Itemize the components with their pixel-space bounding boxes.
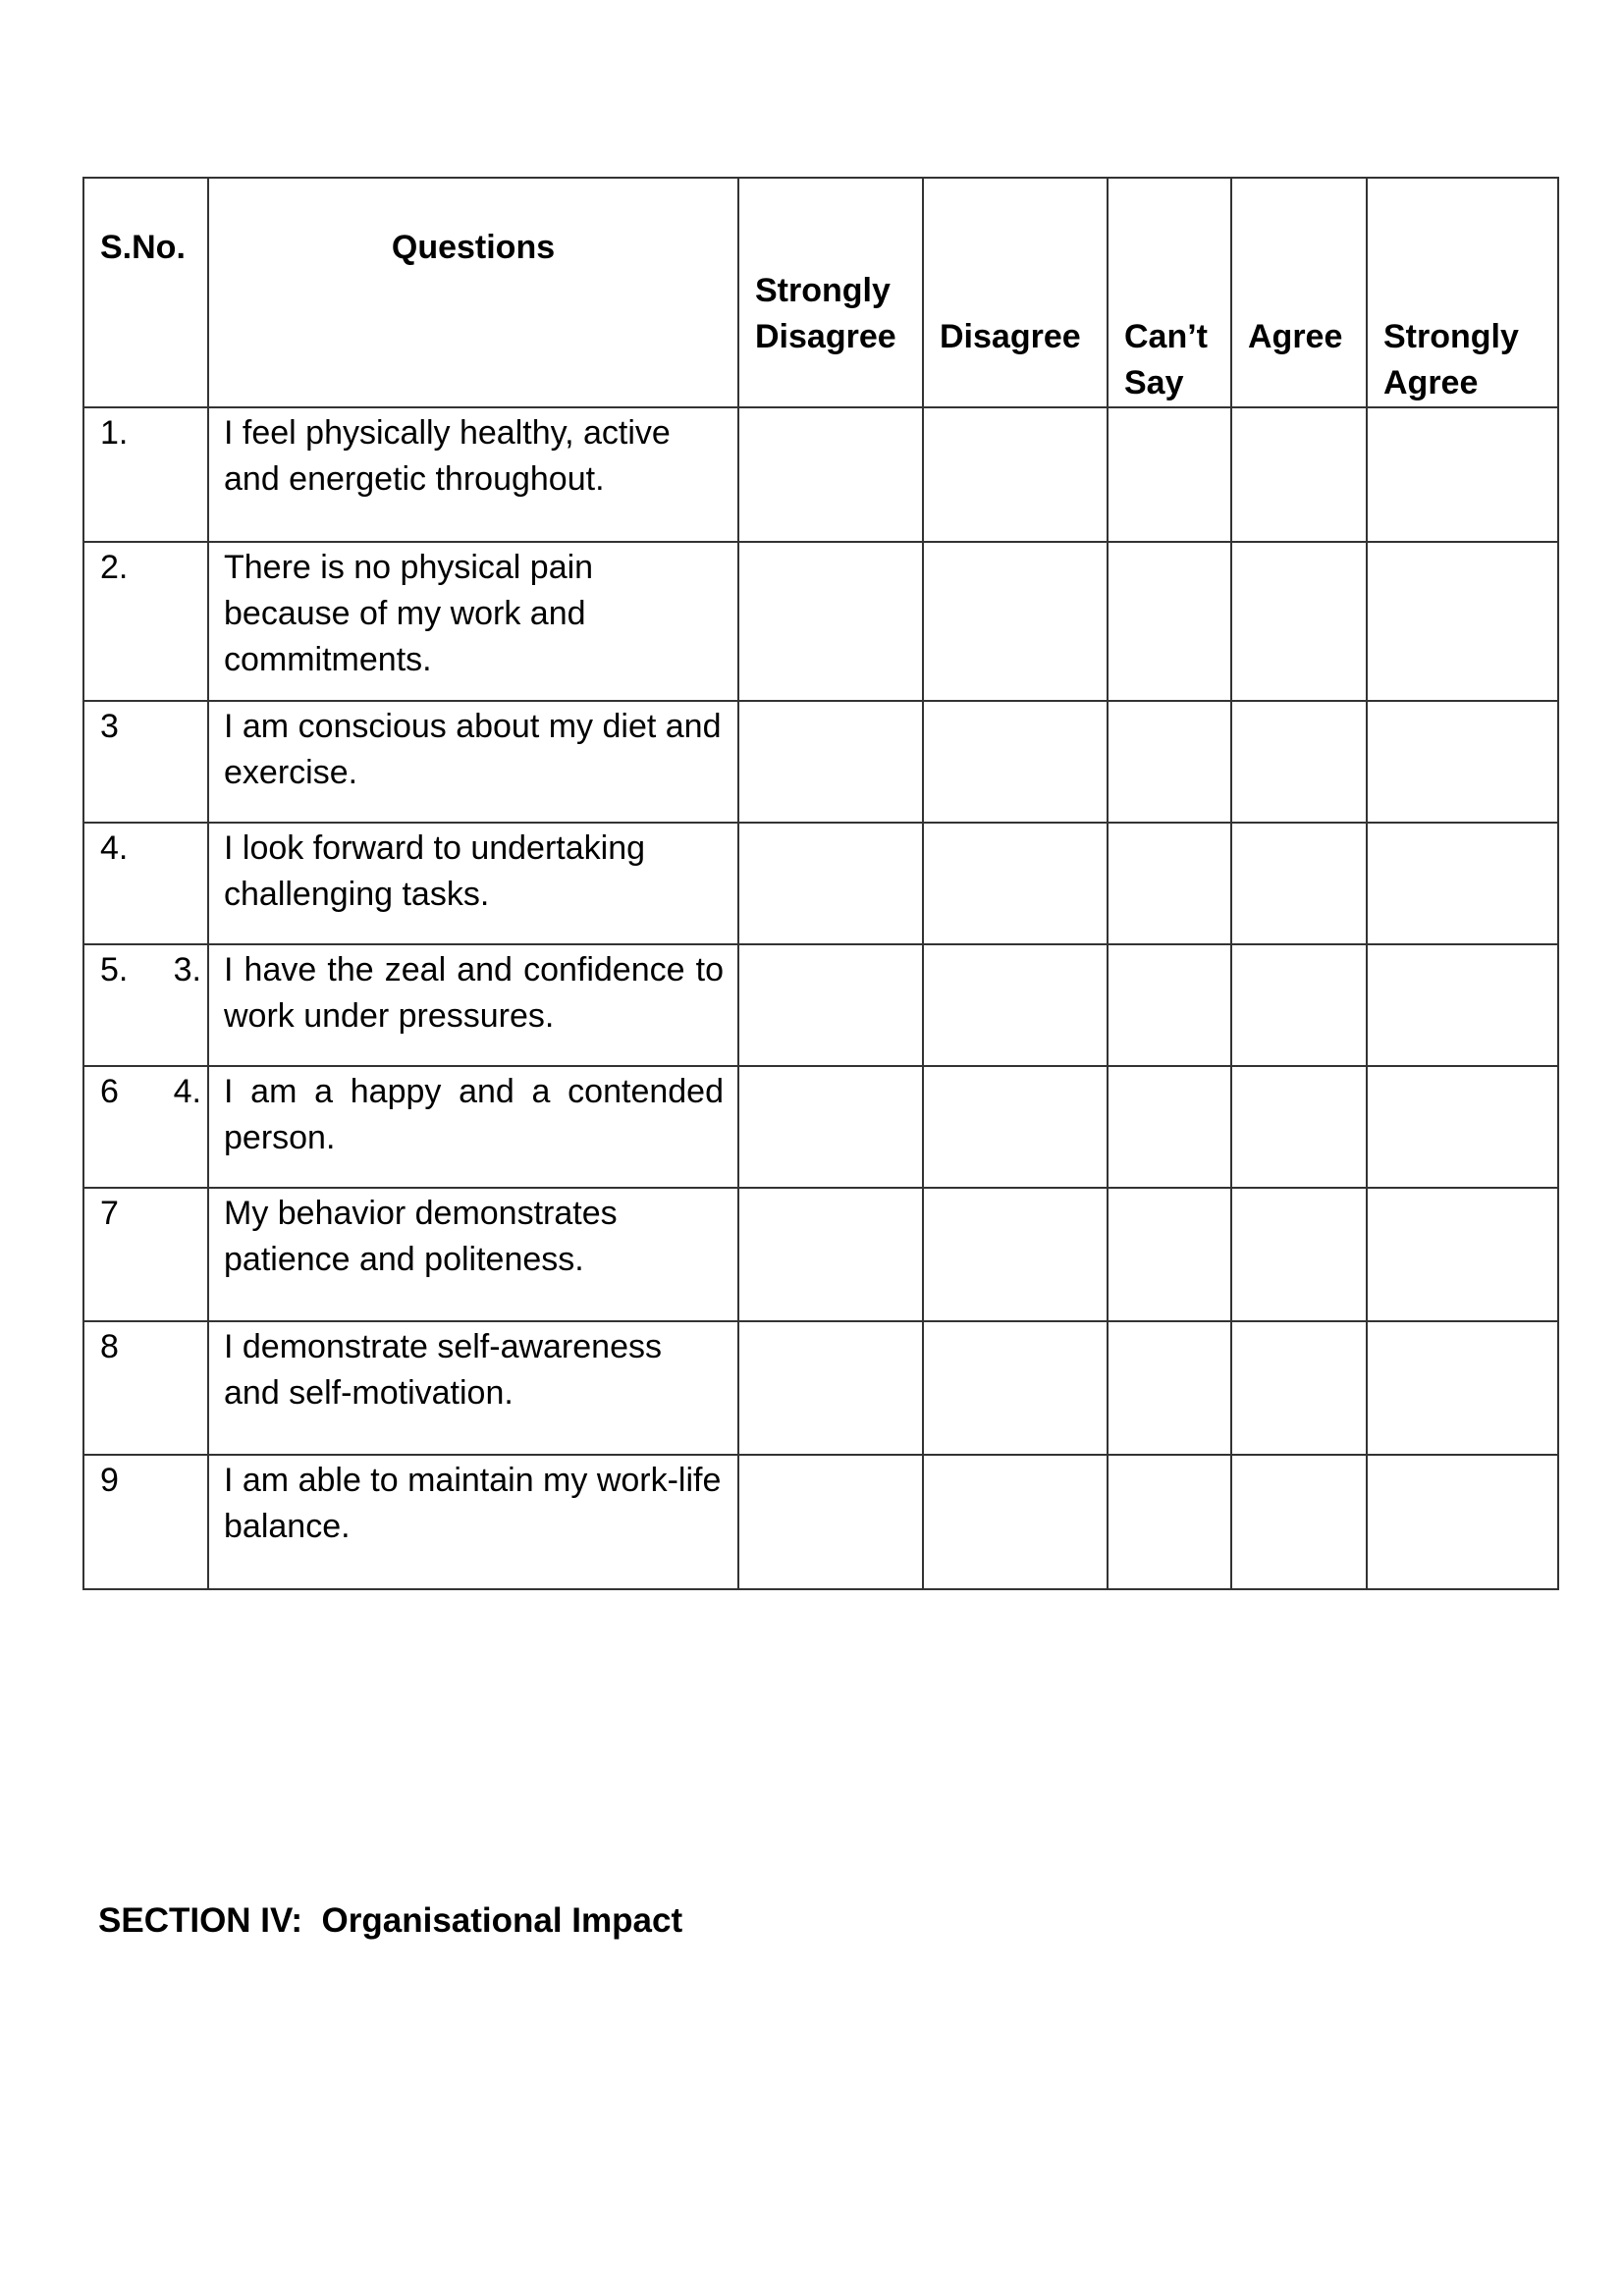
response-cell-cant-say[interactable] <box>1108 1321 1231 1455</box>
response-cell-disagree[interactable] <box>923 407 1108 542</box>
response-cell-disagree[interactable] <box>923 1066 1108 1188</box>
response-cell-disagree[interactable] <box>923 701 1108 823</box>
header-option-line1: Can’t <box>1124 318 1208 355</box>
response-cell-agree[interactable] <box>1231 1188 1367 1321</box>
row-number <box>83 1321 208 1455</box>
header-disagree <box>923 178 1108 407</box>
response-cell-strongly-agree[interactable] <box>1367 1066 1558 1188</box>
header-option-line1: Strongly <box>755 272 891 309</box>
header-option-line2: Agree <box>1383 364 1479 401</box>
header-strongly-agree <box>1367 178 1558 407</box>
response-cell-cant-say[interactable] <box>1108 1066 1231 1188</box>
response-cell-strongly-agree[interactable] <box>1367 407 1558 542</box>
response-cell-cant-say[interactable] <box>1108 407 1231 542</box>
response-cell-agree[interactable] <box>1231 542 1367 701</box>
section-title: SECTION IV: Organisational Impact <box>98 1901 683 1940</box>
question-text: I have the zeal and confidence to work under pressures. <box>208 944 738 1066</box>
response-cell-disagree[interactable] <box>923 1455 1108 1589</box>
survey-table <box>82 177 1559 1590</box>
row-number-label: 5. <box>100 951 129 988</box>
response-cell-agree[interactable] <box>1231 1321 1367 1455</box>
question-text: I am conscious about my diet and exercise. <box>208 701 738 823</box>
table-row <box>83 542 1558 701</box>
row-number <box>83 1455 208 1589</box>
header-strongly-disagree <box>738 178 923 407</box>
question-text: I am a happy and a contended person. <box>208 1066 738 1188</box>
response-cell-cant-say[interactable] <box>1108 823 1231 944</box>
response-cell-disagree[interactable] <box>923 1188 1108 1321</box>
response-cell-strongly-agree[interactable] <box>1367 1188 1558 1321</box>
header-sno: S.No. <box>83 178 208 407</box>
response-cell-agree[interactable] <box>1231 1455 1367 1589</box>
header-option-line1: Strongly <box>1383 318 1519 355</box>
response-cell-disagree[interactable] <box>923 1321 1108 1455</box>
response-cell-cant-say[interactable] <box>1108 1188 1231 1321</box>
row-number <box>83 1188 208 1321</box>
response-cell-strongly-disagree[interactable] <box>738 1066 923 1188</box>
table-row <box>83 701 1558 823</box>
response-cell-strongly-disagree[interactable] <box>738 1188 923 1321</box>
response-cell-strongly-disagree[interactable] <box>738 1455 923 1589</box>
header-option-line2: Say <box>1124 364 1184 401</box>
row-number <box>83 407 208 542</box>
table-row <box>83 1321 1558 1455</box>
row-sub-number: 3. <box>173 951 201 988</box>
row-number-label: 7 <box>100 1195 119 1232</box>
question-text: I look forward to undertaking challenging tasks. <box>208 823 738 944</box>
question-text: I feel physically healthy, active and energetic throughout. <box>208 407 738 542</box>
header-agree <box>1231 178 1367 407</box>
response-cell-strongly-agree[interactable] <box>1367 542 1558 701</box>
header-option-line2: Agree <box>1248 318 1343 355</box>
row-number-label: 2. <box>100 549 129 586</box>
table-row <box>83 1455 1558 1589</box>
table-row <box>83 823 1558 944</box>
response-cell-strongly-disagree[interactable] <box>738 407 923 542</box>
response-cell-disagree[interactable] <box>923 823 1108 944</box>
row-number <box>83 542 208 701</box>
row-number-label: 1. <box>100 414 129 452</box>
header-cant-say <box>1108 178 1231 407</box>
row-number <box>83 944 208 1066</box>
response-cell-cant-say[interactable] <box>1108 542 1231 701</box>
header-questions: Questions <box>208 178 738 407</box>
row-number-label: 9 <box>100 1462 119 1499</box>
response-cell-strongly-disagree[interactable] <box>738 944 923 1066</box>
header-option-line2: Disagree <box>755 318 896 355</box>
table-row <box>83 1188 1558 1321</box>
row-number-label: 8 <box>100 1328 119 1365</box>
response-cell-disagree[interactable] <box>923 944 1108 1066</box>
response-cell-agree[interactable] <box>1231 701 1367 823</box>
response-cell-strongly-agree[interactable] <box>1367 823 1558 944</box>
response-cell-strongly-disagree[interactable] <box>738 542 923 701</box>
response-cell-agree[interactable] <box>1231 944 1367 1066</box>
response-cell-strongly-agree[interactable] <box>1367 1455 1558 1589</box>
response-cell-strongly-disagree[interactable] <box>738 1321 923 1455</box>
question-text: I demonstrate self-awareness and self-motivation. <box>208 1321 738 1455</box>
response-cell-cant-say[interactable] <box>1108 944 1231 1066</box>
response-cell-cant-say[interactable] <box>1108 1455 1231 1589</box>
row-number <box>83 1066 208 1188</box>
response-cell-agree[interactable] <box>1231 1066 1367 1188</box>
response-cell-strongly-agree[interactable] <box>1367 701 1558 823</box>
header-option-line2: Disagree <box>940 318 1081 355</box>
row-number <box>83 823 208 944</box>
table-row <box>83 407 1558 542</box>
response-cell-cant-say[interactable] <box>1108 701 1231 823</box>
table-row <box>83 944 1558 1066</box>
row-sub-number: 4. <box>173 1073 201 1110</box>
row-number-label: 6 <box>100 1073 119 1110</box>
row-number <box>83 701 208 823</box>
response-cell-disagree[interactable] <box>923 542 1108 701</box>
response-cell-strongly-disagree[interactable] <box>738 701 923 823</box>
response-cell-strongly-agree[interactable] <box>1367 944 1558 1066</box>
row-number-label: 3 <box>100 708 119 745</box>
table-row <box>83 1066 1558 1188</box>
question-text: My behavior demonstrates patience and politeness. <box>208 1188 738 1321</box>
row-number-label: 4. <box>100 829 129 867</box>
question-text: I am able to maintain my work-life balance. <box>208 1455 738 1589</box>
header-row <box>83 178 1558 407</box>
response-cell-strongly-disagree[interactable] <box>738 823 923 944</box>
response-cell-agree[interactable] <box>1231 823 1367 944</box>
response-cell-strongly-agree[interactable] <box>1367 1321 1558 1455</box>
response-cell-agree[interactable] <box>1231 407 1367 542</box>
question-text: There is no physical pain because of my work and commitments. <box>208 542 738 701</box>
